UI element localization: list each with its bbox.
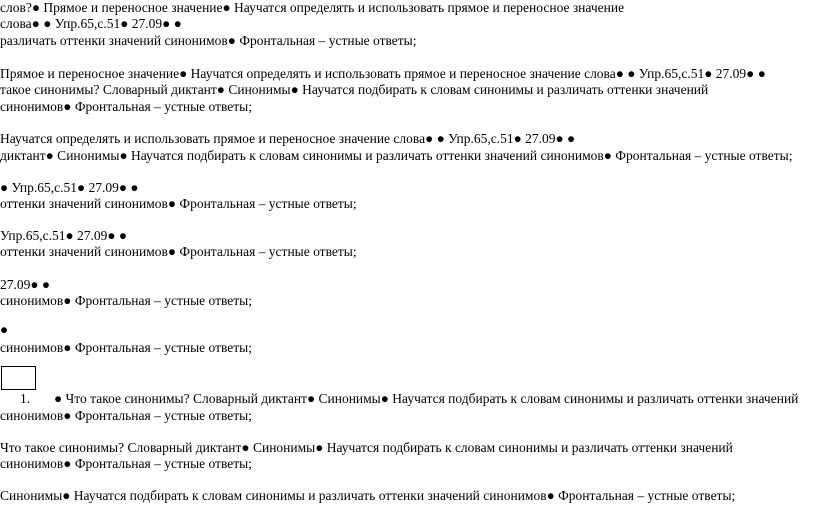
text-line-8: диктант● Синонимы● Научатся подбирать к словам синонимы и различать оттенки значений синонимов● Фронтальная – устные ответы; — [0, 148, 793, 163]
text-line-21: Синонимы● Научатся подбирать к словам синонимы и различать оттенки значений синонимов● Фронтальная – устные ответы; — [0, 488, 736, 503]
text-line-4: Прямое и переносное значение● Научатся определять и использовать прямое и переносное значение слова● ● Упр.65,с.51● 27.09● ● — [0, 66, 766, 81]
text-line-10: оттенки значений синонимов● Фронтальная – устные ответы; — [0, 196, 357, 211]
text-line-11: Упр.65,с.51● 27.09● ● — [0, 228, 128, 243]
text-line-12: оттенки значений синонимов● Фронтальная – устные ответы; — [0, 244, 357, 259]
text-line-13: 27.09● ● — [0, 277, 51, 292]
list-number: 1. — [20, 391, 31, 406]
text-line-5: такое синонимы? Словарный диктант● Синонимы● Научатся подбирать к словам синонимы и различать оттенки значений — [0, 82, 709, 97]
text-line-1: слов?● Прямое и переносное значение● Научатся определять и использовать прямое и переносное значение — [0, 0, 625, 15]
text-line-7: Научатся определять и использовать прямое и переносное значение слова● ● Упр.65,с.51● 27.09● ● — [0, 131, 576, 146]
text-line-16: синонимов● Фронтальная – устные ответы; — [0, 340, 253, 355]
text-line-15: ● — [0, 322, 9, 337]
text-line-3: различать оттенки значений синонимов● Фронтальная – устные ответы; — [0, 33, 417, 48]
empty-table-cell — [1, 366, 36, 390]
text-line-6: синонимов● Фронтальная – устные ответы; — [0, 99, 253, 114]
text-line-20: синонимов● Фронтальная – устные ответы; — [0, 456, 253, 471]
list-item-line-1: ● Что такое синонимы? Словарный диктант● Синонимы● Научатся подбирать к словам синонимы и различать оттенки значений — [54, 391, 799, 406]
text-line-14: синонимов● Фронтальная – устные ответы; — [0, 293, 253, 308]
text-line-2: слова● ● Упр.65,с.51● 27.09● ● — [0, 16, 182, 31]
text-line-9: ● Упр.65,с.51● 27.09● ● — [0, 180, 139, 195]
text-line-18: синонимов● Фронтальная – устные ответы; — [0, 408, 253, 423]
text-line-19: Что такое синонимы? Словарный диктант● Синонимы● Научатся подбирать к словам синонимы и различать оттенки значений — [0, 440, 733, 455]
